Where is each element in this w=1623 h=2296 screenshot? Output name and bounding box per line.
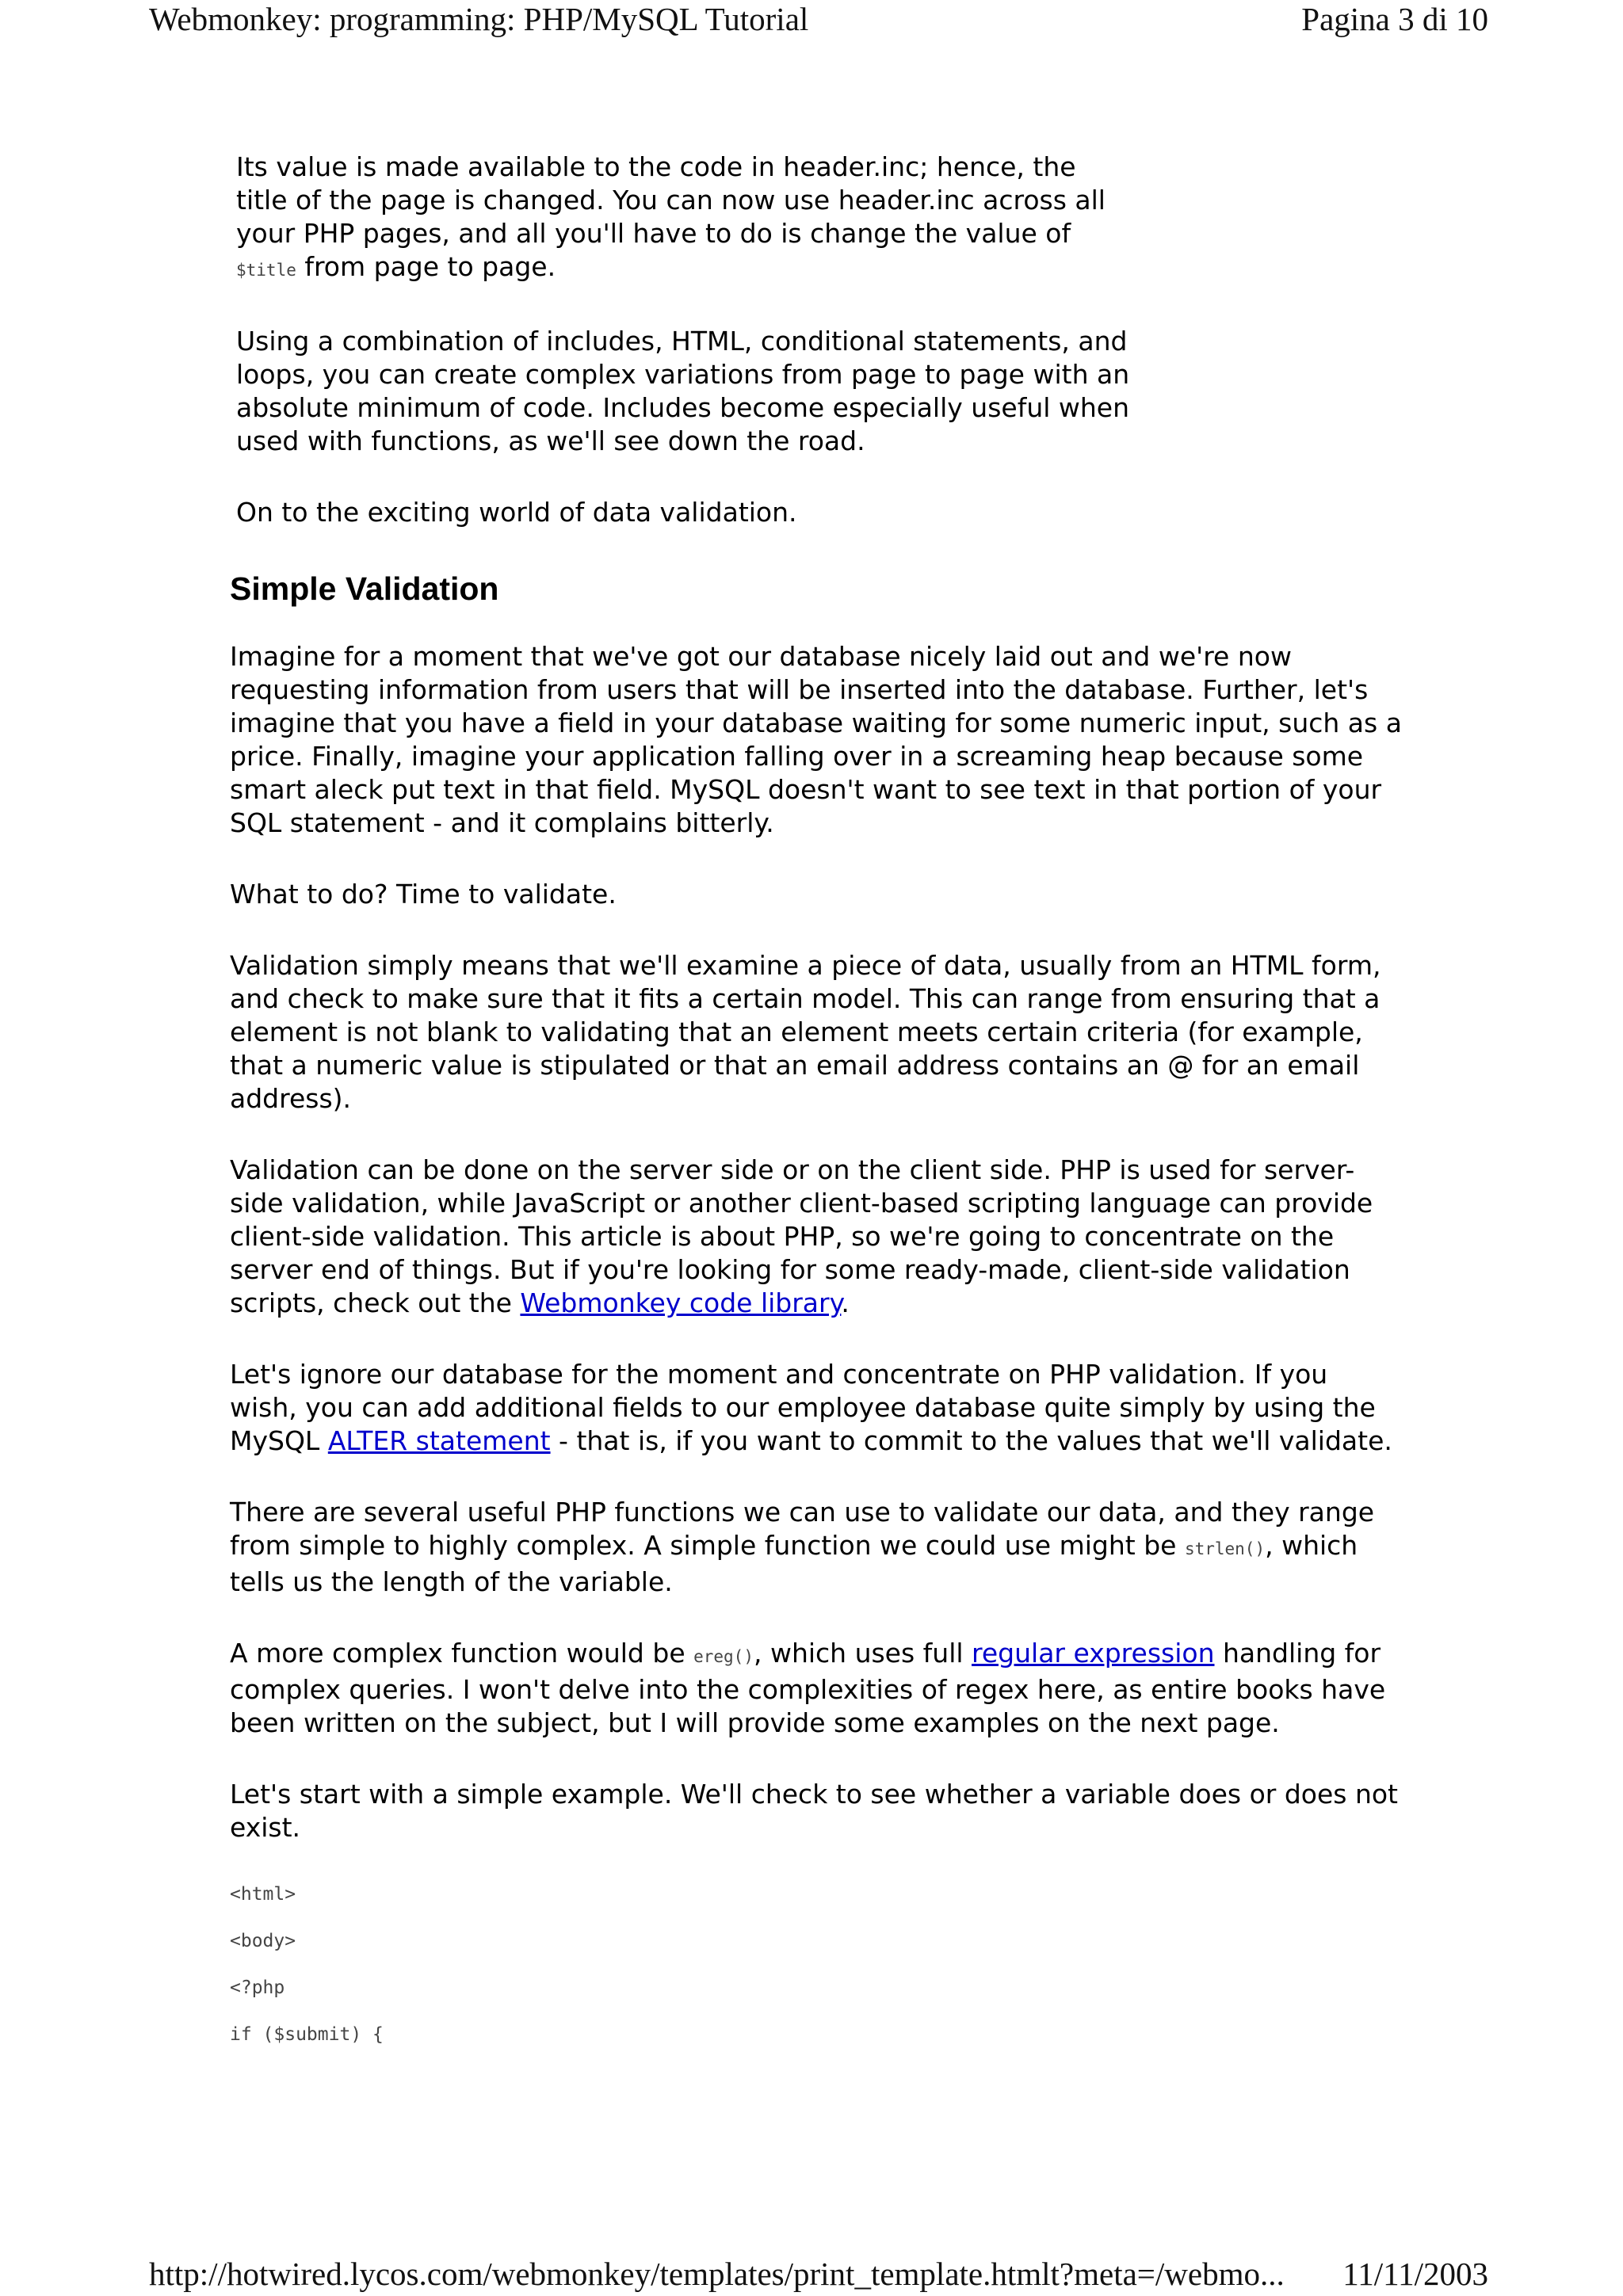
print-date: 11/11/2003 (1342, 2256, 1488, 2292)
document-title: Webmonkey: programming: PHP/MySQL Tutorial (149, 1, 809, 37)
alter-statement-link[interactable]: ALTER statement (327, 1425, 551, 1456)
code-line: <?php (230, 1978, 285, 1998)
regular-expression-link[interactable]: regular expression (972, 1638, 1215, 1669)
paragraph-1: Imagine for a moment that we've got our database nicely laid out and we're now requesting information from users that will be inserted into the database. Further, let's imagine that you have a field in your database waiting for some numeric input, such as a price. Finally, imagine your application falling over in a screaming heap because some smart aleck put text in that field. MySQL doesn't want to see text in that portion of your SQL statement - and it complains bitterly. (230, 641, 1402, 838)
code-line: <body> (230, 1931, 296, 1951)
code-block (230, 1882, 1403, 2046)
paragraph-8: Let's start with a simple example. We'll check to see whether a variable does or does not exist. (230, 1779, 1398, 1843)
section-heading: Simple Validation (230, 570, 499, 607)
intro-paragraph-2: Using a combination of includes, HTML, conditional statements, and loops, you can create complex variations from page to page with an absolute minimum of code. Includes become especially useful when used with functions, as we'll see down the road. (236, 326, 1130, 456)
code-line: if ($submit) { (230, 2024, 384, 2045)
paragraph-4: Validation can be done on the server side or on the client side. PHP is used for server-side validation, while JavaScript or another client-based scripting language can provide client-side validation. This article is about PHP, so we're going to concentrate on the server end of things. But if you're looking for some ready-made, client-side validation scripts, check out the Webmonkey code library. (230, 1154, 1373, 1318)
paragraph-3: Validation simply means that we'll examine a piece of data, usually from an HTML form, and check to make sure that it fits a certain model. This can range from ensuring that a element is not blank to validating that an element meets certain criteria (for example, that a numeric value is stipulated or that an email address contains an @ for an email address). (230, 950, 1381, 1114)
intro-paragraph-1: Its value is made available to the code in header.inc; hence, the title of the page is changed. You can now use header.inc across all your PHP pages, and all you'll have to do is change the value of $title from page to page. (236, 151, 1106, 282)
print-footer (0, 2255, 1623, 2296)
paragraph-2: What to do? Time to validate. (230, 879, 617, 910)
inline-code-ereg: ereg() (693, 1647, 754, 1666)
paragraph-7: A more complex function would be ereg(), which uses full regular expression handling for complex queries. I won't delve into the complexities of regex here, as entire books have been written on the subject, but I will provide some examples on the next page. (230, 1638, 1386, 1738)
paragraph-5: Let's ignore our database for the moment and concentrate on PHP validation. If you wish, you can add additional fields to our employee database quite simply by using the MySQL ALTER statement - that is, if you want to commit to the values that we'll validate. (230, 1359, 1392, 1456)
inline-code-title: $title (236, 261, 296, 280)
inline-code-strlen: strlen() (1184, 1539, 1266, 1558)
paragraph-6: There are several useful PHP functions we can use to validate our data, and they range from simple to highly complex. A simple function we could use might be strlen(), which tells us the length of the variable. (230, 1497, 1375, 1597)
print-header (0, 0, 1623, 41)
intro-paragraph-3: On to the exciting world of data validation. (236, 497, 797, 528)
intro-section (230, 151, 1132, 529)
page-number: Pagina 3 di 10 (1301, 1, 1488, 37)
code-line: <html> (230, 1884, 296, 1905)
webmonkey-code-library-link[interactable]: Webmonkey code library (520, 1287, 842, 1318)
source-url: http://hotwired.lycos.com/webmonkey/templates/print_template.htmlt?meta=/webmo... (149, 2256, 1285, 2292)
article-body (230, 151, 1403, 2069)
